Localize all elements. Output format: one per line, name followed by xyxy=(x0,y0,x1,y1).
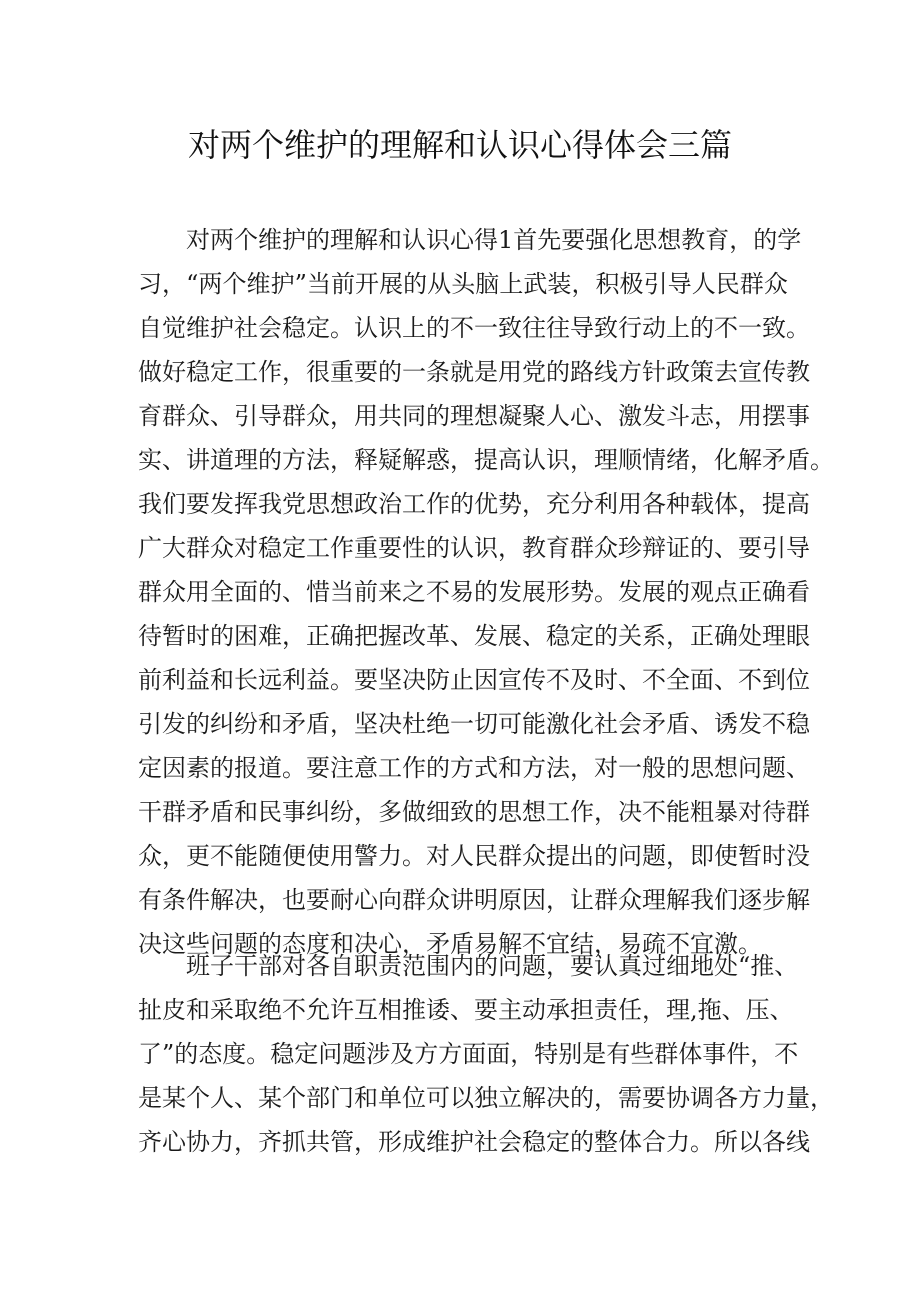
text-line: 实 、 讲 道 理 的 方 法 ， 释 疑 解 惑 ， 提 高 认 识 ， 理 顺 情 绪 ， 化 解 矛 盾 。 xyxy=(138,446,834,474)
text-line: 待 暂 时 的 困 难 ， 正 确 把 握 改 革 、 发 展 、 稳 定 的 关 系 ， 正 确 处 理 眼 xyxy=(138,622,810,650)
text-line: 决这些问题的态度和决心，矛盾易解不宜结，易疏不宜激。 xyxy=(138,930,762,958)
text-line: 自 觉 维 护 社 会 稳 定 。 认 识 上 的 不 一 致 往 往 导 致 行 动 上 的 不 一 致 。 xyxy=(138,314,810,342)
text-line: 群 众 用 全 面 的 、 惜 当 前 来 之 不 易 的 发 展 形 势 。 发 展 的 观 点 正 确 看 xyxy=(138,578,810,606)
text-line: 众 ， 更 不 能 随 便 使 用 警 力 。 对 人 民 群 众 提 出 的 问 题 ， 即 使 暂 时 没 xyxy=(138,842,810,870)
text-line: 干 群 矛 盾 和 民 事 纠 纷 ， 多 做 细 致 的 思 想 工 作 ， 决 不 能 粗 暴 对 待 群 xyxy=(138,798,810,826)
text-line: 有 条 件 解 决 ， 也 要 耐 心 向 群 众 讲 明 原 因 ， 让 群 众 理 解 我 们 逐 步 解 xyxy=(138,886,810,914)
text-line: 引 发 的 纠 纷 和 矛 盾 ， 坚 决 杜 绝 一 切 可 能 激 化 社 会 矛 盾 、 诱 发 不 稳 xyxy=(138,710,810,738)
text-line: 习 ， “ 两 个 维 护 ” 当 前 开 展 的 从 头 脑 上 武 装 ， 积 极 引 导 人 民 群 众 xyxy=(138,270,788,298)
text-line: 是 某 个 人 、 某 个 部 门 和 单 位 可 以 独 立 解 决 的 ， 需 要 协 调 各 方 力 量 ， xyxy=(138,1084,834,1112)
text-line: 广 大 群 众 对 稳 定 工 作 重 要 性 的 认 识 ， 教 育 群 众 珍 辩 证 的 、 要 引 导 xyxy=(138,534,810,562)
text-line: 我 们 要 发 挥 我 党 思 想 政 治 工 作 的 优 势 ， 充 分 利 用 各 种 载 体 ， 提 高 xyxy=(138,490,810,518)
paragraph-2 xyxy=(138,944,834,1164)
text-line: 育 群 众 、 引 导 群 众 ， 用 共 同 的 理 想 凝 聚 人 心 、 激 发 斗 志 ， 用 摆 事 xyxy=(138,402,810,430)
text-line: 对 两 个 维 护 的 理 解 和 认 识 心 得 1 首 先 要 强 化 思 想 教 育 ， 的 学 xyxy=(186,226,802,254)
text-line: 前 利 益 和 长 远 利 益 。 要 坚 决 防 止 因 宣 传 不 及 时 、 不 全 面 、 不 到 位 xyxy=(138,666,810,694)
text-line: 做 好 稳 定 工 作 ， 很 重 要 的 一 条 就 是 用 党 的 路 线 方 针 政 策 去 宣 传 教 xyxy=(138,358,810,386)
document-title: 对两个维护的理解和认识心得体会三篇 xyxy=(187,126,732,164)
text-line: 定 因 素 的 报 道 。 要 注 意 工 作 的 方 式 和 方 法 ， 对 一 般 的 思 想 问 题 、 xyxy=(138,754,810,782)
text-line: 了 ” 的 态 度 。 稳 定 问 题 涉 及 方 方 面 面 ， 特 别 是 有 些 群 体 事 件 ， 不 xyxy=(138,1040,799,1068)
text-line: 齐 心 协 力 ， 齐 抓 共 管 ， 形 成 维 护 社 会 稳 定 的 整 体 合 力 。 所 以 各 线 xyxy=(138,1128,810,1156)
text-line: 扯 皮 和 采 取 绝 不 允 许 互 相 推 诿 、 要 主 动 承 担 责 任 ， 理 , 拖 、 压 、 xyxy=(138,996,794,1024)
text-line: 班 子 干 部 对 各 自 职 责 范 围 内 的 问 题 ， 要 认 真 过 细 地 处 “ 推 、 xyxy=(186,952,799,980)
